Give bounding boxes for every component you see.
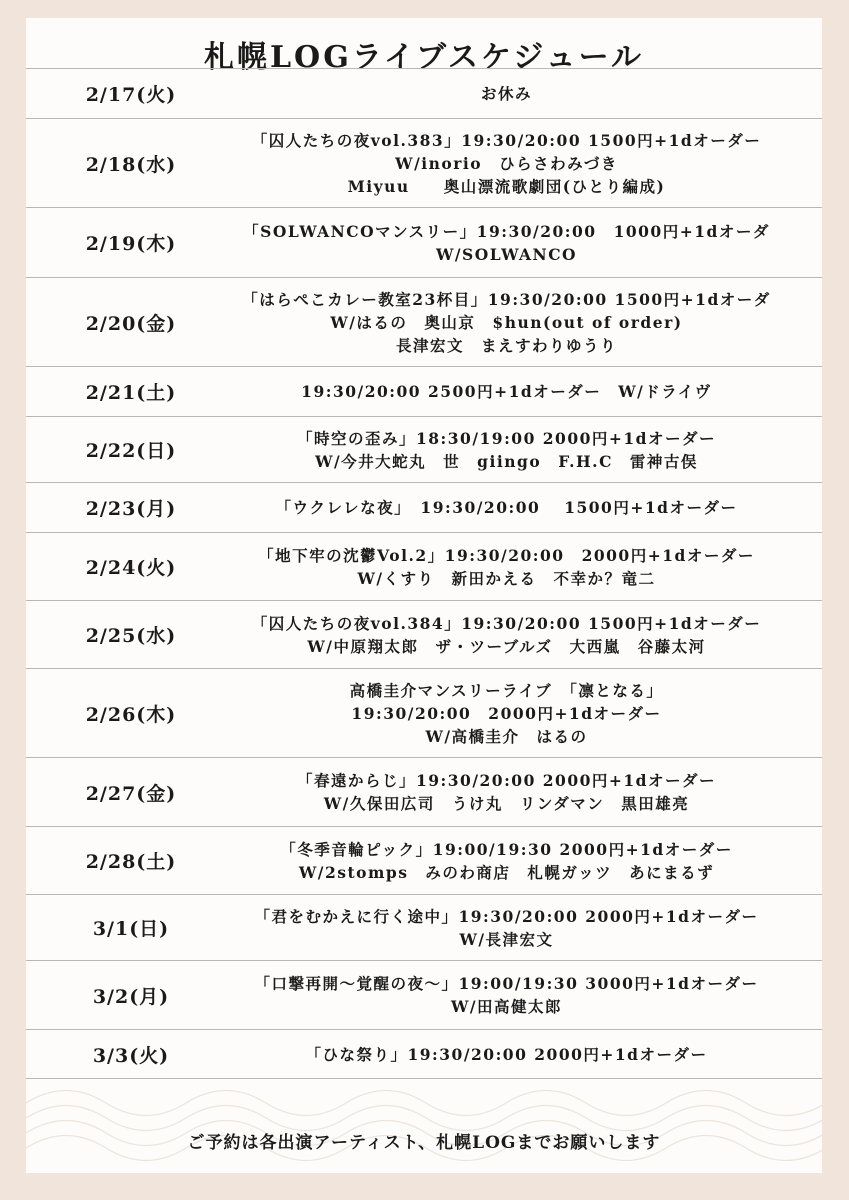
schedule-row: [26, 757, 822, 826]
event-info-line: Miyuu 奥山漂流歌劇団(ひとり編成): [347, 176, 666, 196]
event-info: [191, 669, 822, 757]
event-date: 2/25(水): [85, 625, 177, 647]
event-info: [191, 601, 822, 668]
event-info: [191, 895, 822, 960]
event-info-line: 「SOLWANCOマンスリー」19:30/20:00 1000円+1dオーダ: [243, 221, 770, 241]
schedule-row: [26, 894, 822, 960]
event-info-line: 「地下牢の沈鬱Vol.2」19:30/20:00 2000円+1dオーダー: [258, 545, 755, 565]
event-info-line: 「はらぺこカレー教室23杯目」19:30/20:00 1500円+1dオーダ: [242, 289, 771, 309]
event-info-line: W/SOLWANCO: [435, 244, 578, 264]
event-info: [191, 417, 822, 482]
event-date: 2/21(土): [85, 382, 177, 404]
schedule-row: [26, 366, 822, 416]
event-info-line: 19:30/20:00 2000円+1dオーダー: [351, 703, 662, 723]
event-info-line: W/今井大蛇丸 世 giingo F.H.C 雷神古俣: [315, 451, 698, 471]
schedule-row: [26, 668, 822, 757]
schedule-sheet: [26, 18, 822, 1173]
event-info-line: W/中原翔太郎 ザ・ツーブルズ 大西嵐 谷藤太河: [307, 636, 706, 656]
event-info-line: W/高橋圭介 はるの: [425, 726, 588, 746]
event-date: 2/22(日): [85, 440, 177, 462]
event-info-line: 長津宏文 まえすわりゆうり: [395, 335, 617, 355]
event-info-line: W/2stomps みのわ商店 札幌ガッツ あにまるず: [298, 862, 715, 882]
schedule-row: [26, 277, 822, 366]
event-info: [191, 208, 822, 277]
event-date: 2/17(火): [85, 84, 177, 106]
reservation-note: ご予約は各出演アーティスト、札幌LOGまでお願いします: [187, 1133, 661, 1153]
event-info-line: 「時空の歪み」18:30/19:00 2000円+1dオーダー: [296, 428, 717, 448]
schedule-row: [26, 482, 822, 532]
event-date: 2/20(金): [85, 312, 177, 335]
schedule-row: [26, 600, 822, 668]
event-info: [191, 961, 822, 1029]
event-date: 3/3(火): [92, 1044, 170, 1067]
event-info-line: 高橋圭介マンスリーライブ 「凛となる」: [349, 680, 664, 700]
event-info-line: 「ひな祭り」19:30/20:00 2000円+1dオーダー: [305, 1044, 708, 1064]
event-info-line: W/はるの 奥山京 $hun(out of order): [330, 312, 683, 332]
schedule-row: [26, 416, 822, 482]
schedule-row: [26, 118, 822, 207]
event-info-line: W/久保田広司 うけ丸 リンダマン 黒田雄亮: [323, 794, 690, 813]
event-info-line: 「囚人たちの夜vol.384」19:30/20:00 1500円+1dオーダー: [251, 613, 762, 633]
page-title: 札幌LOGライブスケジュール: [203, 40, 645, 75]
event-date: 3/2(月): [92, 985, 170, 1008]
schedule-row: [26, 826, 822, 894]
event-date: 2/28(土): [85, 851, 177, 873]
schedule-row: [26, 207, 822, 277]
event-info-line: 「冬季音輪ピック」19:00/19:30 2000円+1dオーダー: [280, 839, 733, 859]
event-info: [191, 827, 822, 894]
event-info-line: 「ウクレレな夜」 19:30/20:00 1500円+1dオーダー: [275, 498, 738, 517]
schedule-row: [26, 532, 822, 600]
event-info: [191, 758, 822, 826]
event-info-line: W/くすり 新田かえる 不幸か？竜二: [357, 568, 656, 588]
event-info: [191, 69, 822, 118]
wave-pattern-decoration: [26, 1073, 822, 1173]
event-info: [191, 483, 822, 532]
event-info: [191, 367, 822, 416]
event-info: [191, 533, 822, 600]
event-info-line: 19:30/20:00 2500円+1dオーダー W/ドライヴ: [301, 382, 712, 401]
event-info: [191, 119, 822, 207]
schedule-row: [26, 960, 822, 1029]
event-date: 2/24(火): [85, 557, 177, 579]
event-date: 2/19(木): [85, 233, 177, 255]
event-info-line: W/inorio ひらさわみづき: [395, 153, 618, 173]
event-info-line: W/長津宏文: [459, 929, 554, 949]
event-info: [191, 278, 822, 366]
event-date: 2/18(水): [85, 153, 177, 176]
event-info-line: 「春遠からじ」19:30/20:00 2000円+1dオーダー: [296, 771, 717, 790]
event-date: 3/1(日): [92, 918, 170, 940]
event-info-line: 「口撃再開～覚醒の夜～」19:00/19:30 3000円+1dオーダー: [254, 974, 759, 993]
event-info-line: W/田高健太郎: [450, 997, 563, 1016]
schedule-row: [26, 1029, 822, 1079]
event-date: 2/27(金): [85, 782, 177, 805]
event-date: 2/26(木): [85, 703, 177, 726]
event-info-line: 「君をむかえに行く途中」19:30/20:00 2000円+1dオーダー: [254, 906, 759, 926]
event-info-line: お休み: [480, 84, 532, 103]
event-date: 2/23(月): [85, 498, 177, 520]
event-info-line: 「囚人たちの夜vol.383」19:30/20:00 1500円+1dオーダー: [251, 130, 762, 150]
schedule-row: [26, 68, 822, 118]
event-info: [191, 1030, 822, 1078]
